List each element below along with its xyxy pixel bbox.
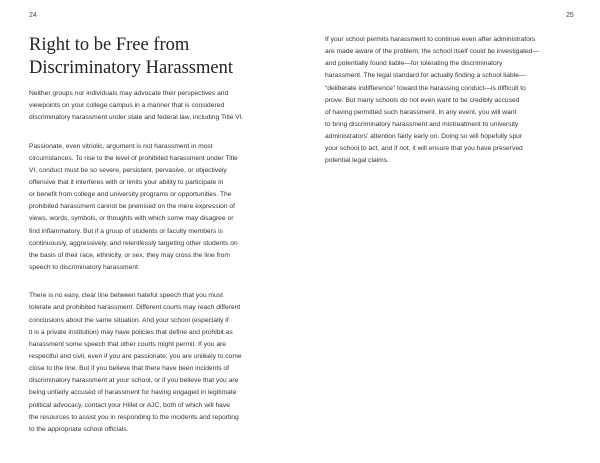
text-line: offensive that it interferes with or limits your ability to participate in [29, 179, 224, 187]
text-line: conclusions about the same situation. And your school (especially if [29, 316, 229, 324]
text-line: views, words, symbols, or thoughts with which some may disagree or [29, 215, 234, 223]
body-paragraph [325, 34, 575, 168]
text-line: Neither groups nor individuals may advocate their perspectives and [29, 90, 229, 97]
text-line: prohibited harassment cannot be premised on the mere expression of [29, 203, 235, 211]
body-paragraph [29, 88, 299, 124]
text-line: Passionate, even vitriolic, argument is not harassment in most [29, 142, 213, 150]
text-line: discriminatory harassment at your school, or if you believe that you are [29, 377, 239, 385]
text-line: close to the line. But if you believe that there have been incidents of [29, 365, 230, 373]
text-line: discriminatory harassment under state and federal law, including Title VI. [29, 114, 244, 122]
left-page-body [29, 88, 299, 452]
text-line: your school to act, and if not, it will ensure that you have preserved [325, 145, 523, 153]
text-line: There is no easy, clear line between hateful speech that you must [29, 292, 223, 300]
text-line: and potentially found liable—for tolerating the discriminatory [325, 60, 503, 68]
text-line: viewpoints on your college campus in a manner that is considered [29, 102, 225, 110]
text-line: harassment. The legal standard for actually finding a school liable— [325, 72, 526, 80]
section-title-line: Right to be Free from [29, 35, 190, 55]
text-line: or benefit from college and university programs or opportunities. The [29, 191, 232, 199]
text-line: are made aware of the problem, the school itself could be investigated— [325, 48, 540, 56]
text-line: find inflammatory. But if a group of students or faculty members is [29, 227, 223, 235]
text-line: the basis of their race, ethnicity, or sex, they may cross the line from [29, 251, 230, 259]
text-line: administrators’ attention fairly early on. Doing so will hopefully spur [325, 133, 523, 141]
text-line: prove. But many schools do not even want to be credibly accused [325, 96, 520, 104]
text-line: to the appropriate school officials. [29, 425, 129, 433]
text-line: “deliberate indifference” toward the harassing conduct—is difficult to [325, 84, 526, 92]
text-line: it is a private institution) may have policies that define and prohibit as [29, 328, 233, 336]
text-line: If your school permits harassment to continue even after administrators [325, 36, 536, 43]
right-page-number: 25 [566, 12, 574, 19]
text-line: potential legal claims. [325, 157, 389, 165]
text-line: to bring discriminatory harassment and mistreatment to university [325, 120, 519, 128]
body-paragraph [29, 290, 299, 436]
text-line: respectful and civil, even if you are passionate, you are unlikely to come [29, 353, 242, 361]
body-paragraph [29, 141, 299, 275]
text-line: political advocacy, contact your Hillel or AJC, both of which will have [29, 401, 230, 409]
left-page-number: 24 [29, 12, 37, 19]
text-line: speech to discriminatory harassment. [29, 264, 140, 272]
text-line: harassment some speech that other courts might permit. If you are [29, 340, 227, 348]
right-page-body [325, 34, 575, 184]
text-line: circumstances. To rise to the level of prohibited harassment under Title [29, 154, 238, 162]
text-line: being unfairly accused of harassment for having engaged in legitimate [29, 389, 237, 397]
text-line: of having permitted such harassment. In any event, you will want [325, 108, 517, 116]
section-title [29, 34, 289, 80]
text-line: VI, conduct must be so severe, persistent, pervasive, or objectively [29, 166, 227, 174]
section-title-line: Discriminatory Harassment [29, 58, 233, 78]
text-line: the resources to assist you in responding to the incidents and reporting [29, 413, 239, 421]
text-line: continuously, aggressively, and relentlessly targeting other students on [29, 239, 238, 247]
text-line: tolerate and prohibited harassment. Different courts may reach different [29, 304, 241, 312]
